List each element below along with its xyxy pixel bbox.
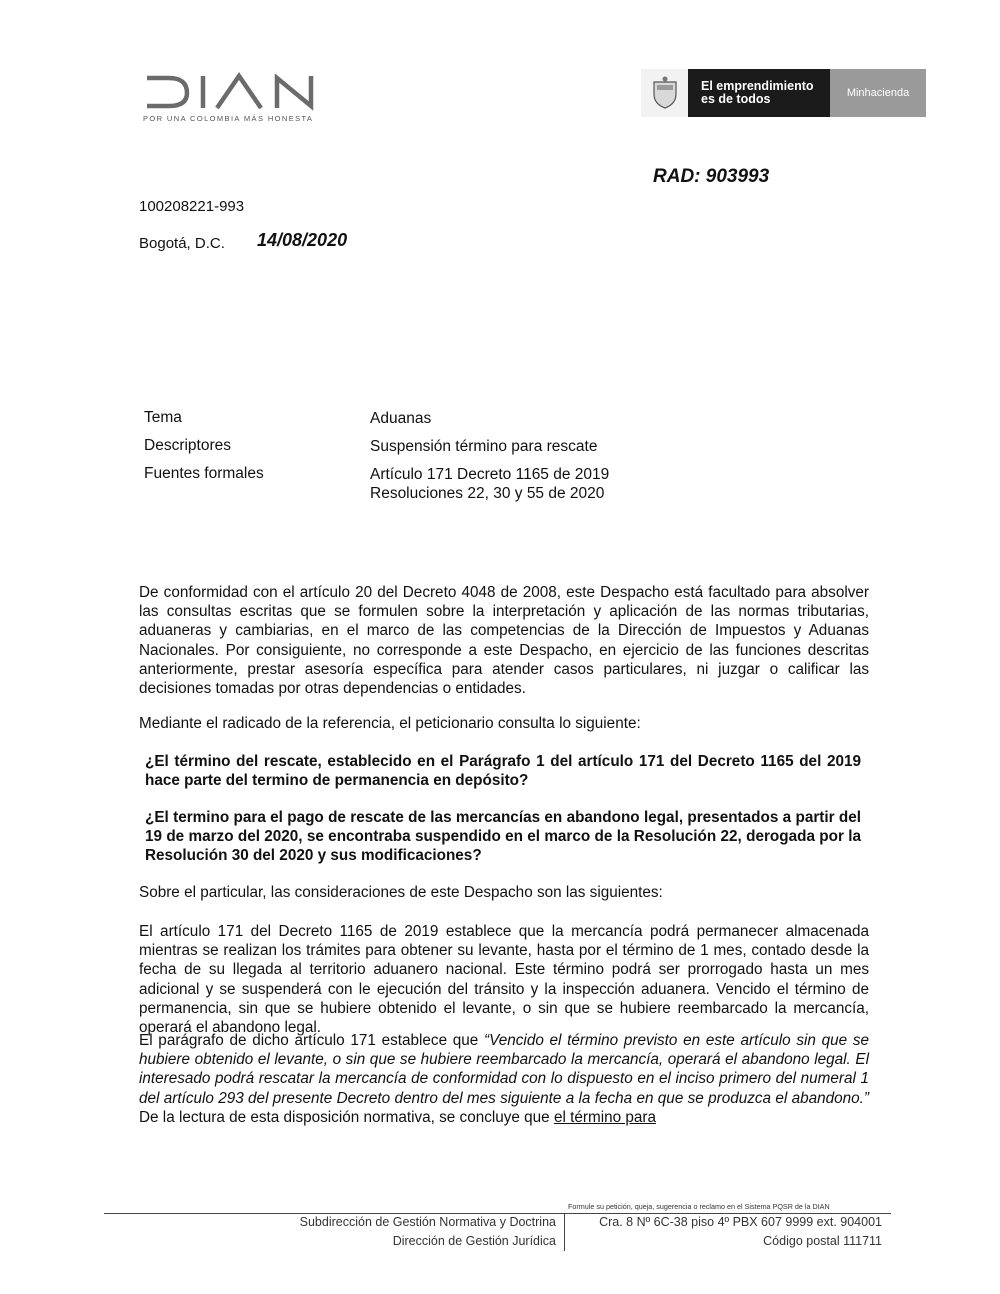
government-banner (641, 69, 926, 117)
paragraph-consultation-intro: Mediante el radicado de la referencia, el peticionario consulta lo siguiente: (139, 715, 641, 732)
gov-slogan-line2: es de todos (701, 92, 771, 106)
fuentes-label: Fuentes formales (144, 465, 264, 482)
tema-value: Aduanas (370, 410, 432, 427)
footer-subdireccion: Subdirección de Gestión Normativa y Doctrina (299, 1215, 556, 1229)
footer-direccion: Dirección de Gestión Jurídica (392, 1234, 556, 1248)
paragrafo-conclusion: De la lectura de esta disposición normativa, se concluye que (139, 1108, 554, 1126)
paragrafo-quote: “Vencido el término previsto en este artículo sin que se hubiere obtenido el levante, o sin que se hubiere reembarcado la mercancía, operará el abandono legal. El interesado podrá rescatar la mercancía de conformidad con lo dispuesto en el inciso primero del numeral 1 del artículo 293 del presente Decreto dentro del mes siguiente a la fecha en que se produzca el abandono.” (139, 1032, 870, 1107)
gov-slogan-line1: El emprendimiento (701, 79, 814, 93)
gov-slogan (688, 69, 830, 117)
radicado-number: RAD: 903993 (653, 166, 770, 187)
fuentes-value (370, 465, 609, 503)
paragraph-competence: De conformidad con el artículo 20 del Decreto 4048 de 2008, este Despacho está facultado para absolver las consultas escritas que se formulen sobre la interpretación y aplicación de las normas tributarias, aduaneras y cambiarias, en el marco de las competencias de la Dirección de Impuestos y Aduanas Nacionales. Por consiguiente, no corresponde a este Despacho, en ejercicio de las funciones descritas anteriormente, prestar asesoría específica para atender casos particulares, ni juzgar o calificar las decisiones tomadas por otras dependencias o entidades. (139, 584, 869, 698)
footer-vertical-divider (564, 1214, 565, 1251)
footer-address: Cra. 8 Nº 6C-38 piso 4º PBX 607 9999 ext. 904001 (599, 1215, 882, 1229)
tema-label: Tema (144, 409, 182, 426)
city: Bogotá, D.C. (139, 235, 225, 252)
paragraph-considerations: Sobre el particular, las consideraciones de este Despacho son las siguientes: (139, 884, 663, 901)
document-date: 14/08/2020 (257, 230, 348, 250)
descriptores-value: Suspensión término para rescate (370, 438, 598, 455)
question-1: ¿El término del rescate, establecido en el Parágrafo 1 del artículo 171 del Decreto 1165 del 2019 hace parte del termino de permanencia en depósito? (145, 753, 861, 789)
footer-postal-code: Código postal 111711 (763, 1234, 882, 1248)
pqsr-note: Formule su petición, queja, sugerencia o reclamo en el Sistema PQSR de la DIAN (568, 1202, 830, 1211)
fuentes-value-line2: Resoluciones 22, 30 y 55 de 2020 (370, 485, 605, 502)
question-2: ¿El termino para el pago de rescate de las mercancías en abandono legal, presentados a partir del 19 de marzo del 2020, se encontraba suspendido en el marco de la Resolución 22, derogada por la Resolución 30 del 2020 y sus modificaciones? (145, 809, 861, 864)
coat-of-arms-icon (641, 69, 688, 117)
ministry-label: Minhacienda (830, 69, 926, 117)
paragrafo-intro: El parágrafo de dicho artículo 171 establece que (139, 1032, 485, 1049)
descriptores-label: Descriptores (144, 437, 231, 454)
paragraph-article-171: El artículo 171 del Decreto 1165 de 2019 establece que la mercancía podrá permanecer almacenada mientras se realizan los trámites para obtener su levante, hasta por el término de 1 mes, contado desde la fecha de su llegada al territorio aduanero nacional. Este término podrá ser prorrogado hasta un mes adicional y se suspenderá con le ejecución del tránsito y la inspección aduanera. Vencido el término de permanencia, sin que se hubiere obtenido el levante, o sin que se hubiere reembarcado la mercancía, operará el abandono legal. (139, 923, 869, 1037)
fuentes-value-line1: Artículo 171 Decreto 1165 de 2019 (370, 466, 610, 483)
dian-tagline: POR UNA COLOMBIA MÁS HONESTA (143, 114, 314, 123)
reference-number: 100208221-993 (139, 198, 245, 215)
paragrafo-underlined: el término para (553, 1108, 656, 1126)
paragraph-paragrafo (139, 1031, 869, 1127)
footer-divider (104, 1213, 891, 1214)
